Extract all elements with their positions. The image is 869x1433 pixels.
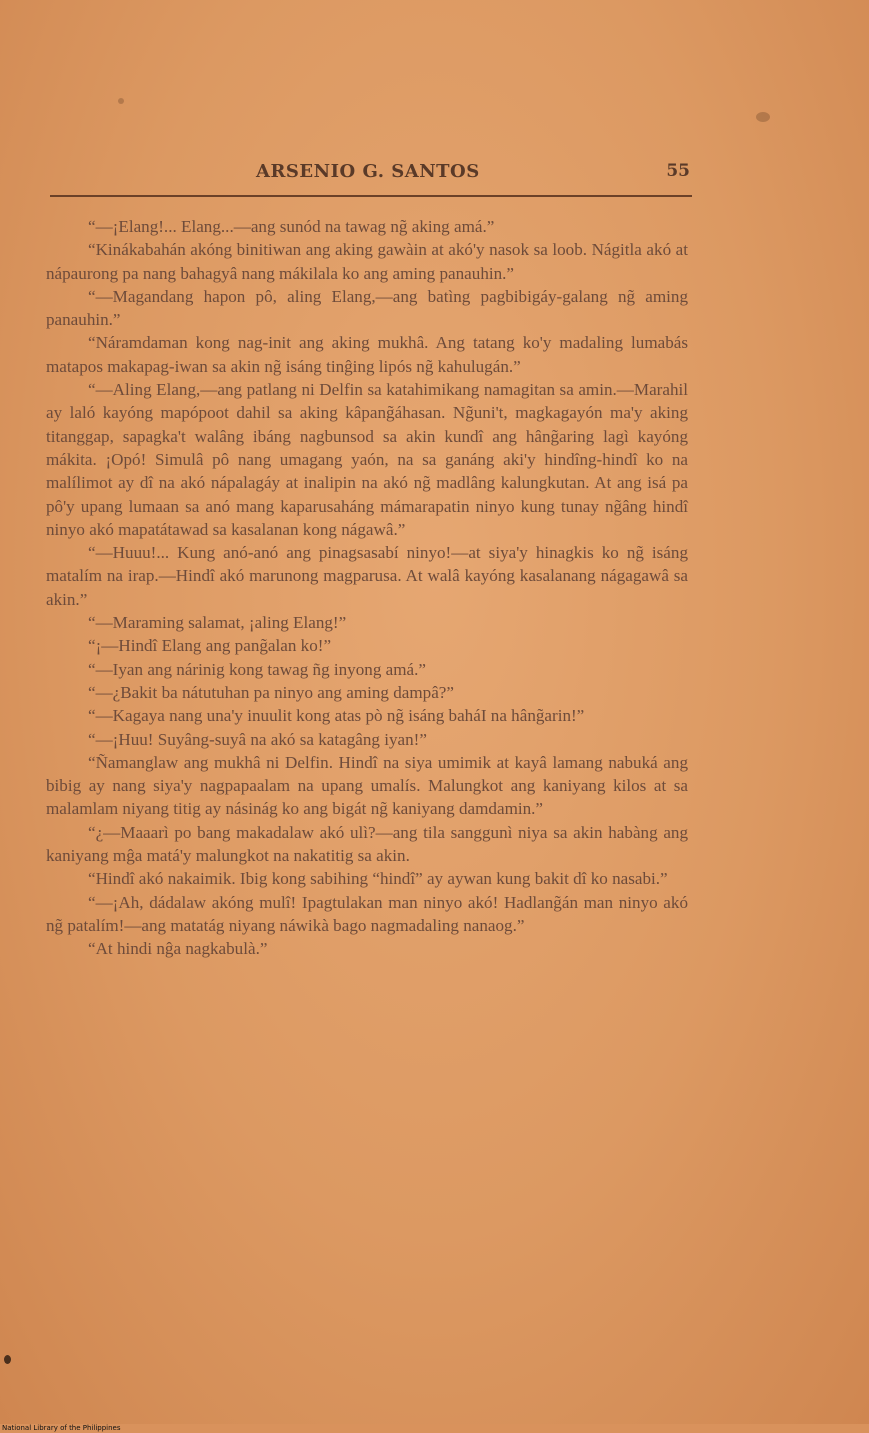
library-credit: National Library of the Philippines — [2, 1424, 121, 1432]
ink-spot — [4, 1355, 11, 1364]
paragraph: “—Magandang hapon pô, aling Elang,—ang batìng pagbibigáy-galang ng̃ aming panauhin.” — [46, 286, 688, 330]
paragraph: “¡—Hindî Elang ang pang̃alan ko!” — [88, 636, 332, 656]
ink-spot — [756, 112, 770, 122]
paragraph: “—Iyan ang nárinig kong tawag ñg inyong amá.” — [88, 659, 426, 679]
body-text — [46, 215, 688, 961]
paragraph: “At hindi nĝa nagkabulà.” — [88, 939, 268, 959]
header-author: ARSENIO G. SANTOS — [256, 161, 480, 182]
paragraph: “Hindî akó nakaimik. Ibig kong sabihing “hindî” ay aywan kung bakit dî ko nasabi.” — [88, 869, 668, 889]
paragraph: “—¡Huu! Suyâng-suyâ na akó sa katagâng iyan!” — [88, 729, 427, 749]
paragraph: “—Aling Elang,—ang patlang ni Delfin sa katahimikang namagitan sa amin.—Marahil ay laló kayóng mapópoot dahil sa aking kâpang̃áhasan. Ng̃uni't, magkagayón ma'y aking titanggap, sapagka't walâng ibáng nagbunsod sa akin kundî ang hâng̃aring lagì kayóng mákita. ¡Opó! Simulâ pô nang umagang yaón, na sa ganáng aki'y hindîng-hindî ko na malílimot ay dî na akó nápalagáy at inalipin na akó ng̃ madlâng kalungkutan. At ang isá pa pô'y upang lumaan sa anó mang kaparusaháng mámarapatin ninyo kung tunay ng̃âng hindî ninyo akó mapatátawad sa kasalanan kong nágawâ.” — [46, 380, 688, 539]
paragraph: “Kinákabahán akóng binitiwan ang aking gawàin at akó'y nasok sa loob. Nágitla akó at nápaurong pa nang bahagyâ nang mákilala ko ang aming panauhin.” — [46, 240, 688, 283]
paragraph: “¿—Maaarì po bang makadalaw akó ulì?—ang tila sanggunì niya sa akin habàng ang kaniyang mĝa matá'y malungkot na nakatitig sa akin. — [46, 822, 688, 866]
running-header — [50, 155, 692, 197]
paragraph: “—Huuu!... Kung anó-anó ang pinagsasabí ninyo!—at siya'y hinagkis ko ng̃ isáng matalím na irap.—Hindî akó marunong magparusa. At walâ kayóng kasalanang nágagawâ sa akin.” — [46, 543, 688, 609]
ink-spot — [118, 98, 124, 104]
page-number: 55 — [666, 161, 690, 181]
paragraph: “—Kagaya nang una'y inuulit kong atas pò ng̃ isáng baháI na hâng̃arin!” — [88, 706, 585, 726]
paragraph: “—¿Bakit ba nátutuhan pa ninyo ang aming dampâ?” — [88, 682, 454, 702]
paragraph: “—Maraming salamat, ¡aling Elang!” — [88, 613, 347, 633]
paragraph: “Náramdaman kong nag-init ang aking mukhâ. Ang tatang ko'y madaling lumabás matapos makapag-iwan sa akin ng̃ isáng tinĝing lipós ng̃ kahulugán.” — [46, 333, 688, 376]
paragraph: “—¡Ah, dádalaw akóng mulî! Ipagtulakan man ninyo akó! Hadlang̃án man ninyo akó ng̃ patalím!—ang matatág niyang náwikà bago nagmadaling nanaog.” — [46, 892, 688, 935]
paragraph: “Ñamanglaw ang mukhâ ni Delfin. Hindî na siya umimik at kayâ lamang nabuká ang bibig ay nang siya'y nagpapaalam na upang umalís. Malungkot ang kaniyang kilos at sa malamlam niyang titig ay násinág ko ang bigát ng̃ kaniyang damdamin.” — [46, 752, 688, 819]
paragraph: “—¡Elang!... Elang...—ang sunód na tawag ng̃ aking amá.” — [88, 217, 495, 236]
